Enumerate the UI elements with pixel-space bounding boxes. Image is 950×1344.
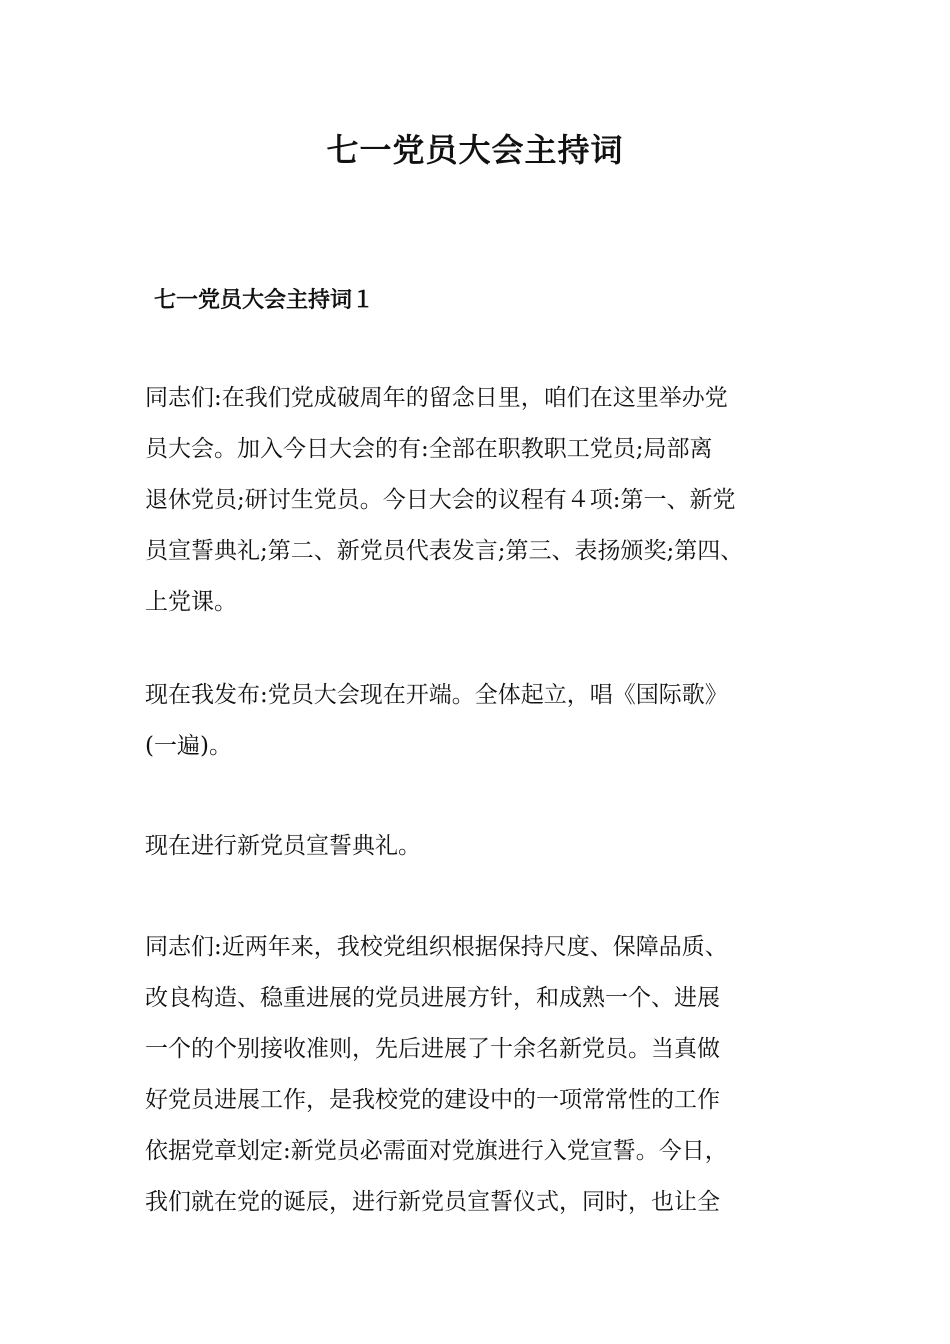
paragraph-line: 改良构造、稳重进展的党员进展方针，和成熟一个、进展: [145, 985, 720, 1011]
paragraph-opening: [145, 670, 825, 772]
paragraph-line: 现在进行新党员宣誓典礼。: [145, 833, 421, 859]
paragraph-line: 员大会。加入今日大会的有:全部在职教职工党员;局部离: [145, 436, 713, 462]
paragraph-line: 现在我发布:党员大会现在开端。全体起立，唱《国际歌》: [145, 682, 728, 708]
paragraph-line: 依据党章划定:新党员必需面对党旗进行入党宣誓。今日，: [145, 1138, 728, 1164]
paragraph-line: 上党课。: [145, 589, 237, 615]
paragraph-agenda: [145, 373, 825, 628]
paragraph-line: 员宣誓典礼;第二、新党员代表发言;第三、表扬颁奖;第四、: [145, 538, 744, 564]
paragraph-line: (一遍)。: [145, 733, 232, 759]
paragraph-line: 同志们:在我们党成破周年的留念日里，咱们在这里举办党: [145, 385, 728, 411]
paragraph-line: 我们就在党的诞辰，进行新党员宣誓仪式，同时，也让全: [145, 1189, 720, 1215]
paragraph-new-members: [145, 922, 825, 1228]
document-title: 七一党员大会主持词: [326, 131, 624, 169]
section-heading: 七一党员大会主持词１: [154, 287, 375, 313]
paragraph-line: 好党员进展工作，是我校党的建设中的一项常常性的工作: [145, 1087, 720, 1113]
paragraph-line: 退休党员;研讨生党员。今日大会的议程有４项:第一、新党: [145, 487, 736, 513]
paragraph-oath-ceremony: [145, 821, 825, 872]
paragraph-line: 一个的个别接收准则，先后进展了十余名新党员。当真做: [145, 1036, 720, 1062]
paragraph-line: 同志们:近两年来，我校党组织根据保持尺度、保障品质、: [145, 934, 728, 960]
